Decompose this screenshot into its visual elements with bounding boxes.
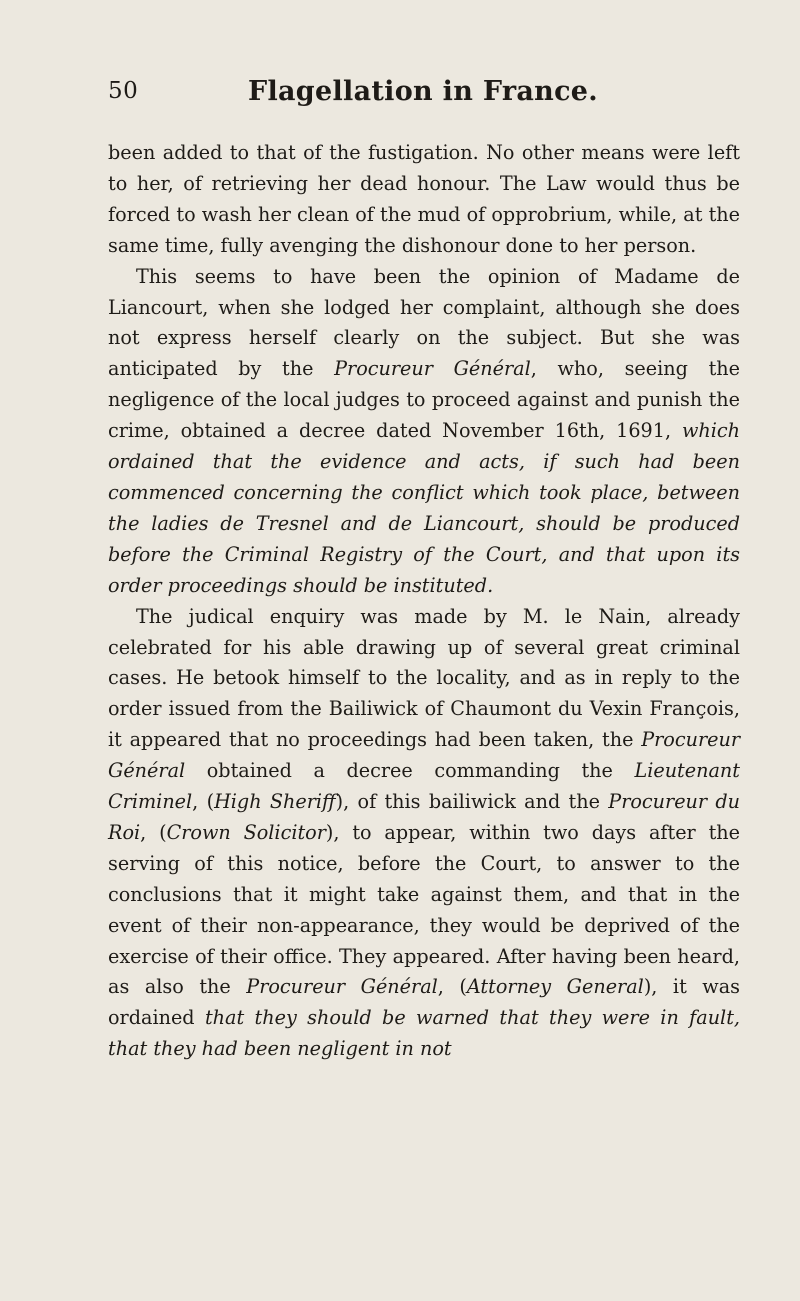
- p3-procureur-general-1: Procureur Général: [108, 728, 740, 783]
- p3-ordained-quote: that they should be warned that they were in fault, that they had been negligent in not: [108, 1006, 741, 1061]
- p3-attorney-general: Attorney General: [466, 975, 644, 999]
- p3-text-a: The judical enquiry was made by M. le Nain, already celebrated for his able drawing up of several great criminal cases. He betook himself to the locality, and as in reply to the order issued from the Bailiwick of Chaumont du Vexin François, it appeared that no proceedings had been taken, the: [108, 604, 740, 752]
- p2-procureur-general: Procureur Général: [334, 357, 531, 381]
- p2-text-a: This seems to have been the opinion of Madame de Liancourt, when she lodged her complaint, although she does not express herself clearly on the subject. But she was anticipated by the: [108, 264, 740, 381]
- p2-text-c: , who, seeing the negligence of the local judges to proceed against and punish the crime, obtained a decree dated November 16th, 1691,: [108, 357, 740, 443]
- p3-text-c: obtained a decree commanding the: [185, 759, 635, 783]
- paragraph-3: [108, 602, 740, 1066]
- p3-procureur-general-2: Procureur Général: [246, 975, 438, 999]
- p3-text-i: , (: [140, 820, 167, 844]
- running-title: Flagellation in France.: [247, 76, 598, 107]
- p3-text-k: ), to appear, within two days after the serving of this notice, before the Court, to answer to the conclusions that it might take against them, and that in the event of their non-appearance, they would be deprived of the exercise of their office. They appeared. After having been heard, as also the: [108, 820, 740, 999]
- paragraph-2: [108, 262, 740, 602]
- p3-lieutenant-criminel: Lieutenant Criminel: [108, 759, 740, 814]
- page-number: 50: [108, 78, 139, 104]
- p2-decree-quote: which ordained that the evidence and acts, if such had been commenced concerning the conflict which took place, between the ladies de Tresnel and de Liancourt, should be produced before the Criminal Registry of the Court, and that upon its order proceedings should be instituted.: [108, 419, 740, 597]
- running-head: [108, 78, 738, 114]
- p3-text-e: , (: [192, 790, 215, 814]
- p3-procureur-du-roi: Procureur du Roi: [108, 790, 741, 844]
- paragraph-1: been added to that of the fustigation. No other means were left to her, of retrieving her dead honour. The Law would thus be forced to wash her clean of the mud of opprobrium, while, at the same time, fully avenging the dishonour done to her person.: [108, 141, 740, 257]
- p3-text-o: ), it was ordained: [108, 975, 741, 1030]
- p3-crown-solicitor: Crown Solicitor: [166, 820, 326, 844]
- body-text: [108, 138, 740, 1065]
- p3-high-sheriff: High Sheriff: [214, 790, 336, 814]
- p3-text-g: ), of this bailiwick and the: [335, 790, 609, 814]
- p3-text-m: , (: [437, 975, 467, 999]
